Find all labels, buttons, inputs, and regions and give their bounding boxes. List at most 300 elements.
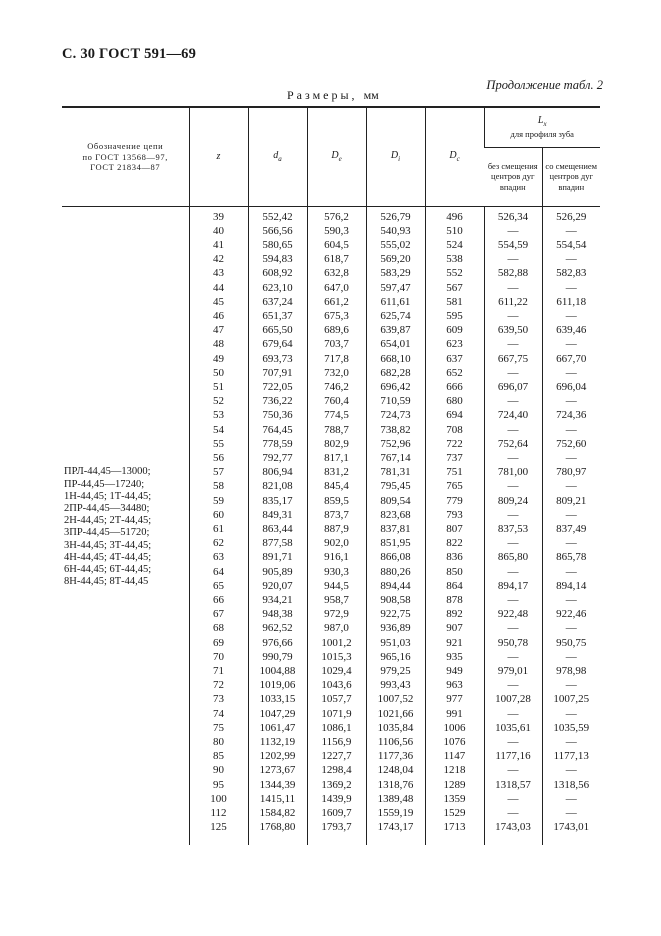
cell-lx-without-offset: 1007,28 xyxy=(484,692,542,706)
cell-dc: 637 xyxy=(425,352,484,366)
cell-de: 675,3 xyxy=(307,309,366,323)
cell-da: 1019,06 xyxy=(248,678,307,692)
cell-lx-with-offset: — xyxy=(542,394,600,408)
cell-lx-with-offset: — xyxy=(542,366,600,380)
cell-di: 1106,56 xyxy=(366,735,425,749)
cell-da: 934,21 xyxy=(248,593,307,607)
cell-lx-with-offset: 526,29 xyxy=(542,206,600,224)
cell-di: 837,81 xyxy=(366,522,425,536)
cell-z: 100 xyxy=(189,792,248,806)
cell-da: 1033,15 xyxy=(248,692,307,706)
cell-z: 40 xyxy=(189,224,248,238)
cell-dc: 567 xyxy=(425,281,484,295)
cell-di: 654,01 xyxy=(366,337,425,351)
cell-z: 44 xyxy=(189,281,248,295)
cell-lx-with-offset: 724,36 xyxy=(542,408,600,422)
cell-da: 764,45 xyxy=(248,423,307,437)
cell-de: 1029,4 xyxy=(307,664,366,678)
cell-lx-with-offset: 950,75 xyxy=(542,636,600,650)
cell-da: 637,24 xyxy=(248,295,307,309)
header-dc-base: D xyxy=(449,149,457,161)
cell-di: 696,42 xyxy=(366,380,425,394)
cell-de: 632,8 xyxy=(307,266,366,280)
cell-lx-without-offset: 781,00 xyxy=(484,465,542,479)
cell-lx-without-offset: — xyxy=(484,806,542,820)
cell-z: 53 xyxy=(189,408,248,422)
cell-da: 1584,82 xyxy=(248,806,307,820)
spacer-cell xyxy=(484,834,542,845)
cell-lx-without-offset: — xyxy=(484,508,542,522)
cell-lx-without-offset: 1177,16 xyxy=(484,749,542,763)
table-row xyxy=(62,206,600,224)
cell-de: 831,2 xyxy=(307,465,366,479)
cell-lx-with-offset: — xyxy=(542,565,600,579)
cell-dc: 1006 xyxy=(425,721,484,735)
cell-lx-without-offset: — xyxy=(484,423,542,437)
cell-dc: 1147 xyxy=(425,749,484,763)
cell-di: 936,89 xyxy=(366,621,425,635)
cell-lx-with-offset: — xyxy=(542,309,600,323)
cell-di: 1035,84 xyxy=(366,721,425,735)
cell-dc: 892 xyxy=(425,607,484,621)
header-dc xyxy=(425,107,484,206)
cell-dc: 991 xyxy=(425,707,484,721)
cell-dc: 623 xyxy=(425,337,484,351)
cell-da: 821,08 xyxy=(248,479,307,493)
cell-lx-with-offset: — xyxy=(542,536,600,550)
cell-di: 710,59 xyxy=(366,394,425,408)
cell-lx-with-offset: — xyxy=(542,763,600,777)
cell-z: 41 xyxy=(189,238,248,252)
cell-lx-with-offset: — xyxy=(542,508,600,522)
cell-lx-with-offset: 1177,13 xyxy=(542,749,600,763)
cell-di: 767,14 xyxy=(366,451,425,465)
cell-de: 1298,4 xyxy=(307,763,366,777)
cell-dc: 510 xyxy=(425,224,484,238)
cell-z: 70 xyxy=(189,650,248,664)
header-lx-without-offset: без смещения центров дуг впадин xyxy=(484,147,542,206)
cell-de: 1001,2 xyxy=(307,636,366,650)
cell-di: 1559,19 xyxy=(366,806,425,820)
cell-da: 976,66 xyxy=(248,636,307,650)
header-lx-sub: x xyxy=(543,119,547,128)
cell-dc: 680 xyxy=(425,394,484,408)
cell-da: 552,42 xyxy=(248,206,307,224)
cell-lx-with-offset: — xyxy=(542,423,600,437)
cell-dc: 552 xyxy=(425,266,484,280)
cell-z: 72 xyxy=(189,678,248,692)
cell-lx-without-offset: — xyxy=(484,451,542,465)
chain-designation: 2Н-44,45; 2Т-44,45; xyxy=(64,515,152,527)
cell-da: 948,38 xyxy=(248,607,307,621)
cell-da: 1415,11 xyxy=(248,792,307,806)
header-lx-with-offset: со смещением центров дуг впадин xyxy=(542,147,600,206)
header-z xyxy=(189,107,248,206)
cell-lx-without-offset: 837,53 xyxy=(484,522,542,536)
cell-dc: 765 xyxy=(425,479,484,493)
cell-da: 778,59 xyxy=(248,437,307,451)
cell-lx-with-offset: — xyxy=(542,806,600,820)
cell-lx-with-offset: 611,18 xyxy=(542,295,600,309)
cell-lx-with-offset: 667,70 xyxy=(542,352,600,366)
cell-di: 724,73 xyxy=(366,408,425,422)
cell-da: 594,83 xyxy=(248,252,307,266)
cell-de: 987,0 xyxy=(307,621,366,635)
cell-lx-without-offset: — xyxy=(484,650,542,664)
cell-dc: 850 xyxy=(425,565,484,579)
cell-de: 1086,1 xyxy=(307,721,366,735)
cell-de: 774,5 xyxy=(307,408,366,422)
cell-lx-without-offset: 922,48 xyxy=(484,607,542,621)
cell-da: 920,07 xyxy=(248,579,307,593)
cell-lx-without-offset: — xyxy=(484,593,542,607)
cell-dc: 935 xyxy=(425,650,484,664)
cell-dc: 779 xyxy=(425,494,484,508)
chain-designation: 3ПР-44,45—51720; xyxy=(64,527,150,539)
cell-lx-with-offset: — xyxy=(542,678,600,692)
cell-di: 1318,76 xyxy=(366,778,425,792)
spacer-cell xyxy=(366,834,425,845)
cell-da: 891,71 xyxy=(248,550,307,564)
cell-da: 1061,47 xyxy=(248,721,307,735)
cell-dc: 807 xyxy=(425,522,484,536)
table-continuation-note: Продолжение табл. 2 xyxy=(486,78,603,92)
cell-di: 922,75 xyxy=(366,607,425,621)
cell-lx-without-offset: — xyxy=(484,707,542,721)
cell-lx-with-offset: — xyxy=(542,621,600,635)
cell-de: 1071,9 xyxy=(307,707,366,721)
cell-lx-with-offset: 1007,25 xyxy=(542,692,600,706)
cell-lx-without-offset: — xyxy=(484,309,542,323)
cell-de: 845,4 xyxy=(307,479,366,493)
cell-de: 930,3 xyxy=(307,565,366,579)
cell-da: 722,05 xyxy=(248,380,307,394)
cell-di: 866,08 xyxy=(366,550,425,564)
chain-designation-cell xyxy=(62,206,189,845)
header-lx xyxy=(484,107,600,147)
cell-da: 1273,67 xyxy=(248,763,307,777)
cell-lx-without-offset: — xyxy=(484,252,542,266)
cell-da: 962,52 xyxy=(248,621,307,635)
cell-lx-without-offset: 1743,03 xyxy=(484,820,542,834)
cell-di: 639,87 xyxy=(366,323,425,337)
cell-di: 894,44 xyxy=(366,579,425,593)
header-di-base: D xyxy=(390,149,399,161)
table-caption xyxy=(287,88,379,103)
table-caption-spaced: Размеры, xyxy=(287,88,358,102)
cell-lx-without-offset: — xyxy=(484,565,542,579)
chain-designation: 8Н-44,45; 8Т-44,45 xyxy=(64,576,149,588)
cell-lx-with-offset: — xyxy=(542,224,600,238)
cell-lx-with-offset: 894,14 xyxy=(542,579,600,593)
cell-da: 679,64 xyxy=(248,337,307,351)
table-body xyxy=(62,206,600,845)
cell-di: 569,20 xyxy=(366,252,425,266)
cell-z: 62 xyxy=(189,536,248,550)
dimensions-table-wrapper xyxy=(62,106,600,845)
cell-dc: 496 xyxy=(425,206,484,224)
cell-z: 95 xyxy=(189,778,248,792)
cell-da: 1202,99 xyxy=(248,749,307,763)
cell-lx-with-offset: 780,97 xyxy=(542,465,600,479)
spacer-cell xyxy=(425,834,484,845)
cell-lx-without-offset: 696,07 xyxy=(484,380,542,394)
cell-z: 73 xyxy=(189,692,248,706)
cell-z: 59 xyxy=(189,494,248,508)
cell-di: 951,03 xyxy=(366,636,425,650)
cell-z: 57 xyxy=(189,465,248,479)
cell-z: 45 xyxy=(189,295,248,309)
cell-di: 583,29 xyxy=(366,266,425,280)
cell-lx-with-offset: 978,98 xyxy=(542,664,600,678)
cell-lx-with-offset: 1035,59 xyxy=(542,721,600,735)
cell-de: 916,1 xyxy=(307,550,366,564)
cell-de: 576,2 xyxy=(307,206,366,224)
cell-di: 611,61 xyxy=(366,295,425,309)
spacer-cell xyxy=(189,834,248,845)
cell-da: 665,50 xyxy=(248,323,307,337)
cell-z: 58 xyxy=(189,479,248,493)
header-lx-caption: для профиля зуба xyxy=(510,129,574,140)
cell-z: 42 xyxy=(189,252,248,266)
cell-lx-with-offset: 865,78 xyxy=(542,550,600,564)
cell-z: 65 xyxy=(189,579,248,593)
cell-dc: 1359 xyxy=(425,792,484,806)
cell-dc: 1076 xyxy=(425,735,484,749)
cell-lx-without-offset: 1318,57 xyxy=(484,778,542,792)
cell-dc: 609 xyxy=(425,323,484,337)
cell-da: 1004,88 xyxy=(248,664,307,678)
header-di-symbol xyxy=(391,150,400,161)
cell-z: 64 xyxy=(189,565,248,579)
cell-lx-with-offset: — xyxy=(542,451,600,465)
spacer-cell xyxy=(542,834,600,845)
cell-lx-without-offset: 752,64 xyxy=(484,437,542,451)
cell-lx-without-offset: 611,22 xyxy=(484,295,542,309)
table-caption-unit: мм xyxy=(363,88,379,102)
cell-lx-with-offset: 752,60 xyxy=(542,437,600,451)
cell-de: 661,2 xyxy=(307,295,366,309)
chain-designation: ПР-44,45—17240; xyxy=(64,478,145,490)
cell-dc: 1218 xyxy=(425,763,484,777)
cell-z: 51 xyxy=(189,380,248,394)
dimensions-table xyxy=(62,106,600,845)
cell-z: 49 xyxy=(189,352,248,366)
cell-da: 1344,39 xyxy=(248,778,307,792)
cell-dc: 737 xyxy=(425,451,484,465)
header-designation-line-2: по ГОСТ 13568—97, xyxy=(82,151,168,162)
cell-z: 43 xyxy=(189,266,248,280)
cell-lx-without-offset: — xyxy=(484,621,542,635)
chain-designation: 3Н-44,45; 3Т-44,45; xyxy=(64,539,152,551)
cell-lx-with-offset: 922,46 xyxy=(542,607,600,621)
header-da-symbol xyxy=(273,150,282,161)
cell-lx-with-offset: — xyxy=(542,281,600,295)
cell-da: 1047,29 xyxy=(248,707,307,721)
cell-lx-without-offset: — xyxy=(484,366,542,380)
cell-lx-with-offset: — xyxy=(542,735,600,749)
header-designation-line-1: Обозначение цепи xyxy=(87,141,164,151)
cell-di: 1248,04 xyxy=(366,763,425,777)
header-da-sub: a xyxy=(278,154,282,163)
cell-z: 68 xyxy=(189,621,248,635)
cell-di: 1389,48 xyxy=(366,792,425,806)
cell-da: 707,91 xyxy=(248,366,307,380)
cell-lx-without-offset: — xyxy=(484,281,542,295)
cell-dc: 963 xyxy=(425,678,484,692)
cell-di: 781,31 xyxy=(366,465,425,479)
cell-da: 863,44 xyxy=(248,522,307,536)
cell-di: 823,68 xyxy=(366,508,425,522)
cell-de: 717,8 xyxy=(307,352,366,366)
cell-de: 859,5 xyxy=(307,494,366,508)
cell-di: 1177,36 xyxy=(366,749,425,763)
chain-designation: 2ПР-44,45—34480; xyxy=(64,503,150,515)
cell-lx-with-offset: 1318,56 xyxy=(542,778,600,792)
cell-z: 69 xyxy=(189,636,248,650)
cell-de: 746,2 xyxy=(307,380,366,394)
cell-z: 52 xyxy=(189,394,248,408)
cell-de: 647,0 xyxy=(307,281,366,295)
cell-z: 46 xyxy=(189,309,248,323)
cell-di: 880,26 xyxy=(366,565,425,579)
cell-dc: 751 xyxy=(425,465,484,479)
cell-di: 682,28 xyxy=(366,366,425,380)
cell-de: 760,4 xyxy=(307,394,366,408)
cell-lx-without-offset: — xyxy=(484,224,542,238)
cell-lx-without-offset: 979,01 xyxy=(484,664,542,678)
cell-z: 125 xyxy=(189,820,248,834)
cell-z: 61 xyxy=(189,522,248,536)
cell-dc: 864 xyxy=(425,579,484,593)
cell-da: 849,31 xyxy=(248,508,307,522)
cell-lx-with-offset: — xyxy=(542,707,600,721)
cell-lx-without-offset: 865,80 xyxy=(484,550,542,564)
cell-z: 48 xyxy=(189,337,248,351)
cell-dc: 1289 xyxy=(425,778,484,792)
cell-de: 618,7 xyxy=(307,252,366,266)
cell-dc: 666 xyxy=(425,380,484,394)
cell-de: 944,5 xyxy=(307,579,366,593)
cell-de: 902,0 xyxy=(307,536,366,550)
cell-di: 738,82 xyxy=(366,423,425,437)
header-de-sub: e xyxy=(338,154,342,163)
spacer-cell xyxy=(307,834,366,845)
cell-z: 80 xyxy=(189,735,248,749)
cell-da: 651,37 xyxy=(248,309,307,323)
cell-dc: 694 xyxy=(425,408,484,422)
cell-z: 71 xyxy=(189,664,248,678)
header-de-base: D xyxy=(331,149,339,161)
cell-lx-with-offset: 696,04 xyxy=(542,380,600,394)
cell-dc: 524 xyxy=(425,238,484,252)
header-da-base: d xyxy=(273,149,279,161)
cell-lx-without-offset: — xyxy=(484,479,542,493)
cell-lx-without-offset: — xyxy=(484,394,542,408)
cell-di: 668,10 xyxy=(366,352,425,366)
header-z-symbol: z xyxy=(216,151,221,162)
header-di-sub: i xyxy=(398,154,401,163)
cell-lx-without-offset: 639,50 xyxy=(484,323,542,337)
cell-lx-without-offset: 724,40 xyxy=(484,408,542,422)
cell-da: 1768,80 xyxy=(248,820,307,834)
cell-de: 788,7 xyxy=(307,423,366,437)
cell-lx-without-offset: — xyxy=(484,792,542,806)
cell-di: 965,16 xyxy=(366,650,425,664)
cell-dc: 793 xyxy=(425,508,484,522)
cell-di: 752,96 xyxy=(366,437,425,451)
cell-dc: 949 xyxy=(425,664,484,678)
cell-di: 993,43 xyxy=(366,678,425,692)
cell-di: 1743,17 xyxy=(366,820,425,834)
chain-designation: 4Н-44,45; 4Т-44,45; xyxy=(64,551,152,563)
cell-lx-without-offset: — xyxy=(484,735,542,749)
cell-z: 60 xyxy=(189,508,248,522)
cell-di: 851,95 xyxy=(366,536,425,550)
cell-z: 112 xyxy=(189,806,248,820)
cell-lx-without-offset: 894,17 xyxy=(484,579,542,593)
cell-dc: 907 xyxy=(425,621,484,635)
cell-da: 1132,19 xyxy=(248,735,307,749)
cell-de: 1015,3 xyxy=(307,650,366,664)
cell-z: 63 xyxy=(189,550,248,564)
cell-de: 873,7 xyxy=(307,508,366,522)
cell-lx-with-offset: 554,54 xyxy=(542,238,600,252)
cell-de: 802,9 xyxy=(307,437,366,451)
cell-di: 979,25 xyxy=(366,664,425,678)
header-designation-line-3: ГОСТ 21834—87 xyxy=(90,162,161,172)
cell-z: 50 xyxy=(189,366,248,380)
cell-de: 817,1 xyxy=(307,451,366,465)
cell-da: 792,77 xyxy=(248,451,307,465)
cell-dc: 595 xyxy=(425,309,484,323)
header-dc-symbol xyxy=(449,150,459,161)
cell-lx-with-offset: — xyxy=(542,650,600,664)
header-designation xyxy=(62,107,189,206)
cell-da: 806,94 xyxy=(248,465,307,479)
cell-lx-without-offset: 582,88 xyxy=(484,266,542,280)
cell-di: 526,79 xyxy=(366,206,425,224)
cell-lx-with-offset: 809,21 xyxy=(542,494,600,508)
cell-da: 623,10 xyxy=(248,281,307,295)
cell-dc: 538 xyxy=(425,252,484,266)
cell-dc: 581 xyxy=(425,295,484,309)
cell-lx-without-offset: 950,78 xyxy=(484,636,542,650)
cell-lx-with-offset: — xyxy=(542,792,600,806)
spacer-cell xyxy=(248,834,307,845)
cell-de: 590,3 xyxy=(307,224,366,238)
page-header: С. 30 ГОСТ 591—69 xyxy=(62,46,197,62)
cell-de: 732,0 xyxy=(307,366,366,380)
header-de xyxy=(307,107,366,206)
cell-lx-without-offset: 526,34 xyxy=(484,206,542,224)
cell-z: 47 xyxy=(189,323,248,337)
cell-da: 750,36 xyxy=(248,408,307,422)
cell-z: 90 xyxy=(189,763,248,777)
cell-lx-with-offset: 639,46 xyxy=(542,323,600,337)
cell-lx-with-offset: 582,83 xyxy=(542,266,600,280)
cell-di: 795,45 xyxy=(366,479,425,493)
cell-lx-with-offset: — xyxy=(542,479,600,493)
cell-di: 1021,66 xyxy=(366,707,425,721)
cell-lx-without-offset: 1035,61 xyxy=(484,721,542,735)
cell-dc: 708 xyxy=(425,423,484,437)
cell-de: 604,5 xyxy=(307,238,366,252)
cell-de: 1156,9 xyxy=(307,735,366,749)
cell-z: 74 xyxy=(189,707,248,721)
chain-designation: ПРЛ-44,45—13000; xyxy=(64,466,151,478)
header-de-symbol xyxy=(331,150,341,161)
